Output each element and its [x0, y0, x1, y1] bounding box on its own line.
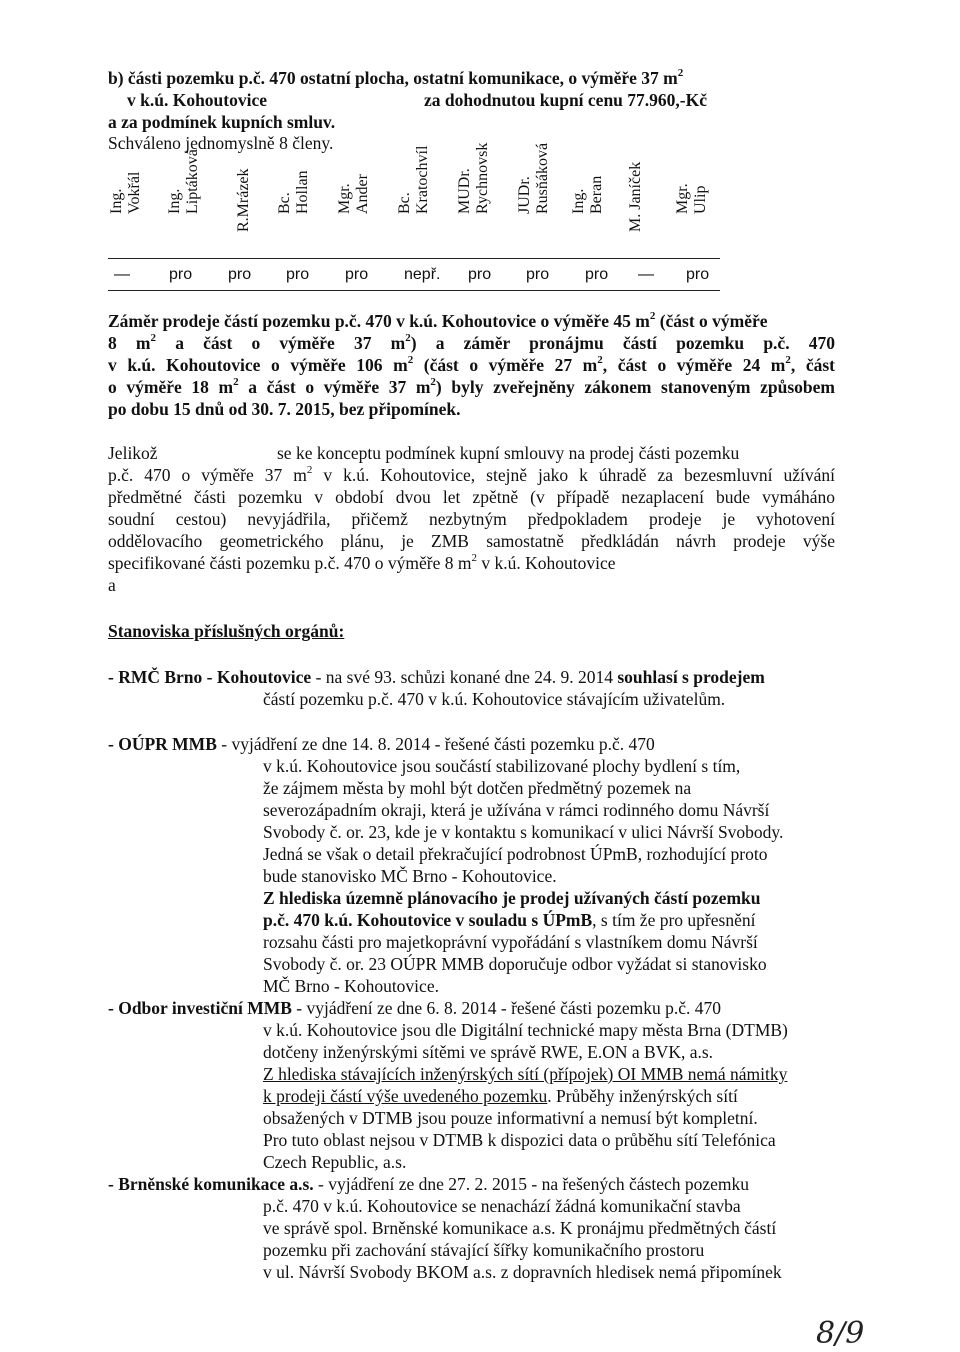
oupr-body-line: MČ Brno - Kohoutovice. [263, 976, 439, 996]
jelikoz-line3: předmětné části pozemku v období dvou let zpětně (v případě nezaplacení bude vymáháno [108, 487, 835, 507]
vote-cell: pro [526, 266, 550, 283]
member-name: M. Janíček [627, 161, 644, 232]
bkom-body-line: ve správě spol. Brněnské komunikace a.s. K pronájmu předmětných částí [263, 1218, 777, 1238]
vote-cell: pro [345, 266, 369, 283]
vote-cell: nepř. [404, 266, 441, 283]
jelikoz-line6: specifikované části pozemku p.č. 470 o výměře 8 $m^2$ v k.ú. Kohoutovice [108, 552, 616, 573]
member-name: Ing. Liptáková [166, 149, 201, 214]
zamer-line5: po dobu 15 dnů od 30. 7. 2015, bez připomínek. [108, 399, 461, 419]
section-b-line3: a za podmínek kupních smluv. [108, 112, 336, 132]
vote-cell: — [114, 266, 130, 283]
vote-cell: pro [468, 266, 492, 283]
oupr-bold-line1: Z hlediska územně plánovacího je prodej užívaných částí pozemku [263, 888, 761, 908]
oi-line1: - Odbor investiční MMB - vyjádření ze dne 6. 8. 2014 - řešené části pozemku p.č. 470 [108, 998, 722, 1018]
zamer-line3: v k.ú. Kohoutovice o výměře 106 $m^2$ (část o výměře 27 $m^2$, část o výměře 24 $m^2$, část [108, 354, 835, 375]
member-name: JUDr. Rusňáková [516, 142, 551, 214]
oi-body-line: dotčeny inženýrskými sítěmi ve správě RWE, E.ON a BVK, a.s. [263, 1042, 714, 1062]
rmc-line2: částí pozemku p.č. 470 v k.ú. Kohoutovice stávajícím uživatelům. [263, 689, 726, 709]
votes-row [108, 264, 720, 286]
zamer-line4: o výměře 18 $m^2$ a část o výměře 37 $m^2$) byly zveřejněny zákonem stanoveným způsobem [108, 376, 835, 397]
section-b-line1: b) části pozemku p.č. 470 ostatní plocha, ostatní komunikace, o výměře 37 $m^2$ [108, 67, 684, 88]
rmc-line1: - RMČ Brno - Kohoutovice - na své 93. schůzi konané dne 24. 9. 2014 souhlasí s prodejem [108, 667, 765, 687]
vote-cell: pro [585, 266, 609, 283]
oupr-body-line: Jedná se však o detail překračující podrobnost ÚPmB, rozhodující proto [263, 844, 768, 864]
jelikoz-line5: oddělovacího geometrického plánu, je ZMB samostatně předkládán návrh prodeje výše [108, 531, 835, 551]
bkom-line1: - Brněnské komunikace a.s. - vyjádření ze dne 27. 2. 2015 - na řešených částech pozemku [108, 1174, 750, 1194]
oi-body-line: Czech Republic, a.s. [263, 1152, 407, 1172]
jelikoz-line4: soudní cestou) nevyjádřila, přičemž nezbytným předpokladem prodeje je vyhotovení [108, 509, 835, 529]
oi-underlined-line2: k prodeji částí výše uvedeného pozemku. Průběhy inženýrských sítí [263, 1086, 738, 1106]
member-name: Mgr. Ulip [674, 183, 709, 214]
jelikoz-word: Jelikož [108, 443, 158, 463]
table-rule-bottom [108, 290, 720, 291]
vote-cell: pro [686, 266, 710, 283]
member-name: Bc. Kratochvíl [396, 145, 431, 214]
page-number-handwritten: 8/9 [816, 1316, 865, 1351]
jelikoz-line1-rest: se ke konceptu podmínek kupní smlouvy na prodej části pozemku [277, 443, 740, 463]
oupr-line1: - OÚPR MMB - vyjádření ze dne 14. 8. 2014 - řešené části pozemku p.č. 470 [108, 734, 655, 754]
member-name: Bc. Hollan [276, 170, 311, 214]
oupr-body-line: v k.ú. Kohoutovice jsou součástí stabilizované plochy bydlení s tím, [263, 756, 741, 776]
section-b-line2-right: za dohodnutou kupní cenu 77.960,-Kč [424, 90, 707, 110]
oupr-bold-line2: p.č. 470 k.ú. Kohoutovice v souladu s ÚPmB, s tím že pro upřesnění [263, 910, 756, 930]
bkom-body-line: p.č. 470 v k.ú. Kohoutovice se nenachází žádná komunikační stavba [263, 1196, 741, 1216]
oupr-body-line: Svobody č. or. 23 OÚPR MMB doporučuje odbor vyžádat si stanovisko [263, 954, 767, 974]
oi-body-line: obsažených v DTMB jsou pouze informativní a nemusí být kompletní. [263, 1108, 758, 1128]
zamer-line2: 8 $m^2$ a část o výměře 37 $m^2$) a záměr pronájmu částí pozemku p.č. 470 [108, 332, 835, 353]
bkom-body-line: v ul. Návrší Svobody BKOM a.s. z dopravních hledisek nemá připomínek [263, 1262, 782, 1282]
stanoviska-heading: Stanoviska příslušných orgánů: [108, 621, 345, 641]
oupr-body-line: bude stanovisko MČ Brno - Kohoutovice. [263, 866, 557, 886]
vote-cell: — [638, 266, 654, 283]
vote-cell: pro [286, 266, 310, 283]
vote-cell: pro [169, 266, 193, 283]
oi-body-line: v k.ú. Kohoutovice jsou dle Digitální technické mapy města Brna (DTMB) [263, 1020, 788, 1040]
bkom-body-line: pozemku při zachování stávající šířky komunikačního prostoru [263, 1240, 705, 1260]
section-b-line2-left: v k.ú. Kohoutovice [127, 90, 268, 110]
oupr-body-line: že zájmem města by mohl být dotčen předmětný pozemek na [263, 778, 692, 798]
oupr-body-line: Svobody č. or. 23, kde je v kontaktu s komunikací v ulici Návrší Svobody. [263, 822, 784, 842]
member-name: R.Mrázek [235, 168, 252, 232]
table-rule-top [108, 258, 720, 259]
jelikoz-line7: a [108, 575, 116, 595]
member-name: MUDr. Rychnovsk [456, 142, 491, 214]
oupr-body-line: severozápadním okraji, která je užívána v rámci rodinného domu Návrší [263, 800, 770, 820]
jelikoz-line2: p.č. 470 o výměře 37 $m^2$ v k.ú. Kohoutovice, stejně jako k úhradě za bezesmluvní užívání [108, 464, 835, 485]
approval-text: Schváleno jednomyslně 8 členy. [108, 133, 334, 153]
oi-underlined-line1: Z hlediska stávajících inženýrských sítí (přípojek) OI MMB nemá námitky [263, 1064, 788, 1084]
vote-cell: pro [228, 266, 252, 283]
zamer-line1: Záměr prodeje částí pozemku p.č. 470 v k.ú. Kohoutovice o výměře 45 $m^2$ (část o výměře [108, 310, 768, 331]
oi-body-line: Pro tuto oblast nejsou v DTMB k dispozici data o průběhu sítí Telefónica [263, 1130, 776, 1150]
oupr-body-line: rozsahu části pro majetkoprávní vypořádání s vlastníkem domu Návrší [263, 932, 758, 952]
member-name: Ing. Beran [570, 175, 605, 214]
member-name: Mgr. Ander [336, 174, 371, 214]
member-name: Ing. Vokřál [108, 171, 143, 214]
